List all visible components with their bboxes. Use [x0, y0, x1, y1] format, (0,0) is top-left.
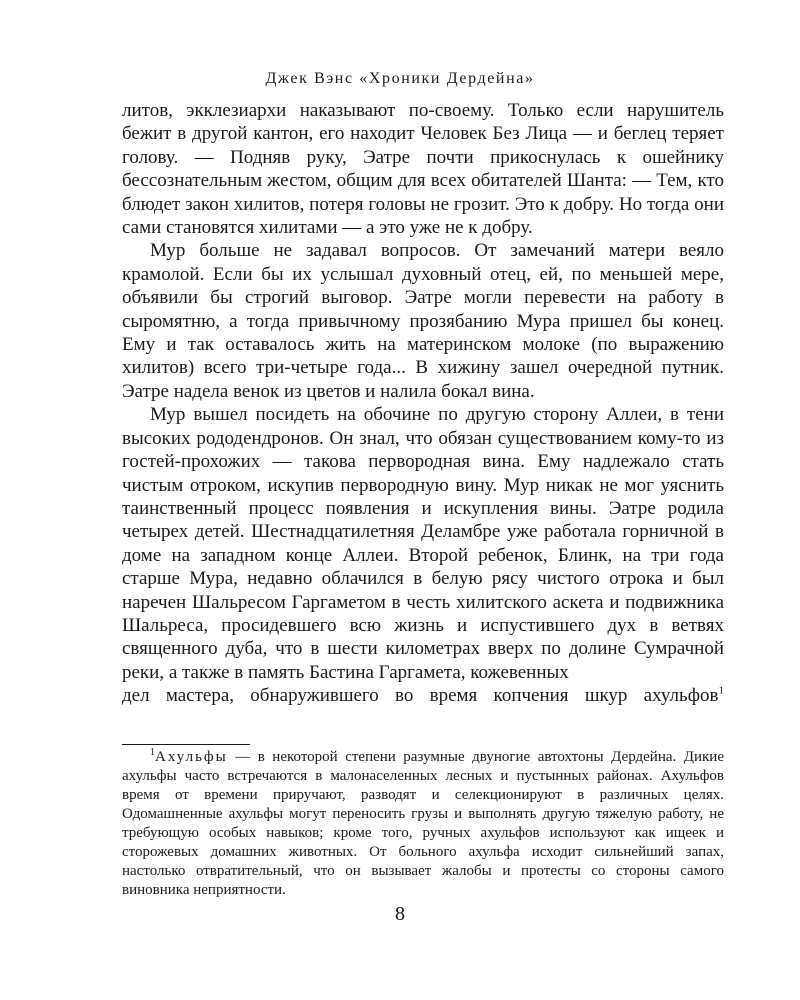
footnote	[122, 748, 724, 900]
footnote-text	[122, 748, 724, 900]
paragraph-3: Мур вышел посидеть на обочине по другую сторону Аллеи, в тени высоких рододендронов. Он знал, что обязан существованием кому-то из гостей-прохожих — такова первородная вина. Ему надлежало стать чистым отроком, искупив первородную вину. Мур никак не мог уяснить таинственный процесс появления и искупления вины. Эатре родила четырех детей. Шестнадцатилетняя Деламбре уже работала горничной в доме на западном конце Аллеи. Второй ребенок, Блинк, на три года старше Мура, недавно облачился в белую рясу чистого отрока и был наречен Шальресом Гаргаметом в честь хилитского аскета и подвижника Шальреса, просидевшего всю жизнь и испустившего дух в ветвях священного дуба, что в шести километрах вверх по долине Сумрачной реки, а также в память Бастина Гаргамета, кожевенных	[122, 404, 724, 683]
page-number: 8	[395, 903, 405, 925]
footnote-body: — в некоторой степени разумные двуногие автохтоны Дердейна. Дикие ахульфы часто встречаются в малонаселенных лесных и пустынных районах. Ахульфов время от времени приручают, разводят и селекционируют в различных целях. Одомашненные ахульфы могут переносить грузы и выполнять другую тяжелую работу, не требующую особых навыков; кроме того, ручных ахульфов используют как ищеек и сторожевых домашних животных. От больного ахульфа исходит сильнейший запах, настолько отвратительный, что он вызывает жалобы и протесты со стороны самого виновника неприятности.	[122, 749, 724, 898]
footnote-rule	[122, 744, 250, 745]
paragraph-2: Мур больше не задавал вопросов. От замечаний матери веяло крамолой. Если бы их услышал духовный отец, ей, по меньшей мере, объявили бы строгий выговор. Эатре могли перевести на работу в сыромятню, а тогда привычному прозябанию Мура пришел бы конец. Ему и так оставалось жить на материнском молоке (по выражению хилитов) всего три-четыре года... В хижину зашел очередной путник. Эатре надела венок из цветов и налила бокал вина.	[122, 240, 724, 402]
main-text	[122, 99, 724, 708]
running-head: Джек Вэнс «Хроники Дердейна»	[265, 70, 535, 87]
last-line-text: дел мастера, обнаружившего во время копчения шкур ахульфов	[122, 685, 719, 707]
footnote-reference[interactable]: 1	[718, 684, 724, 697]
paragraph-1: литов, экклезиархи наказывают по-своему. Только если нарушитель бежит в другой кантон, его находит Человек Без Лица — и беглец теряет голову. — Подняв руку, Эатре почти прикоснулась к ошейнику бессознательным жестом, общим для всех обитателей Шанта: — Тем, кто блюдет закон хилитов, потеря головы не грозит. Это к добру. Но тогда они сами становятся хилитами — а это уже не к добру.	[122, 100, 724, 239]
footnote-term: Ахульфы	[155, 749, 228, 765]
footnote-marker: 1	[150, 747, 155, 758]
paragraph-3-last-line	[122, 684, 724, 707]
